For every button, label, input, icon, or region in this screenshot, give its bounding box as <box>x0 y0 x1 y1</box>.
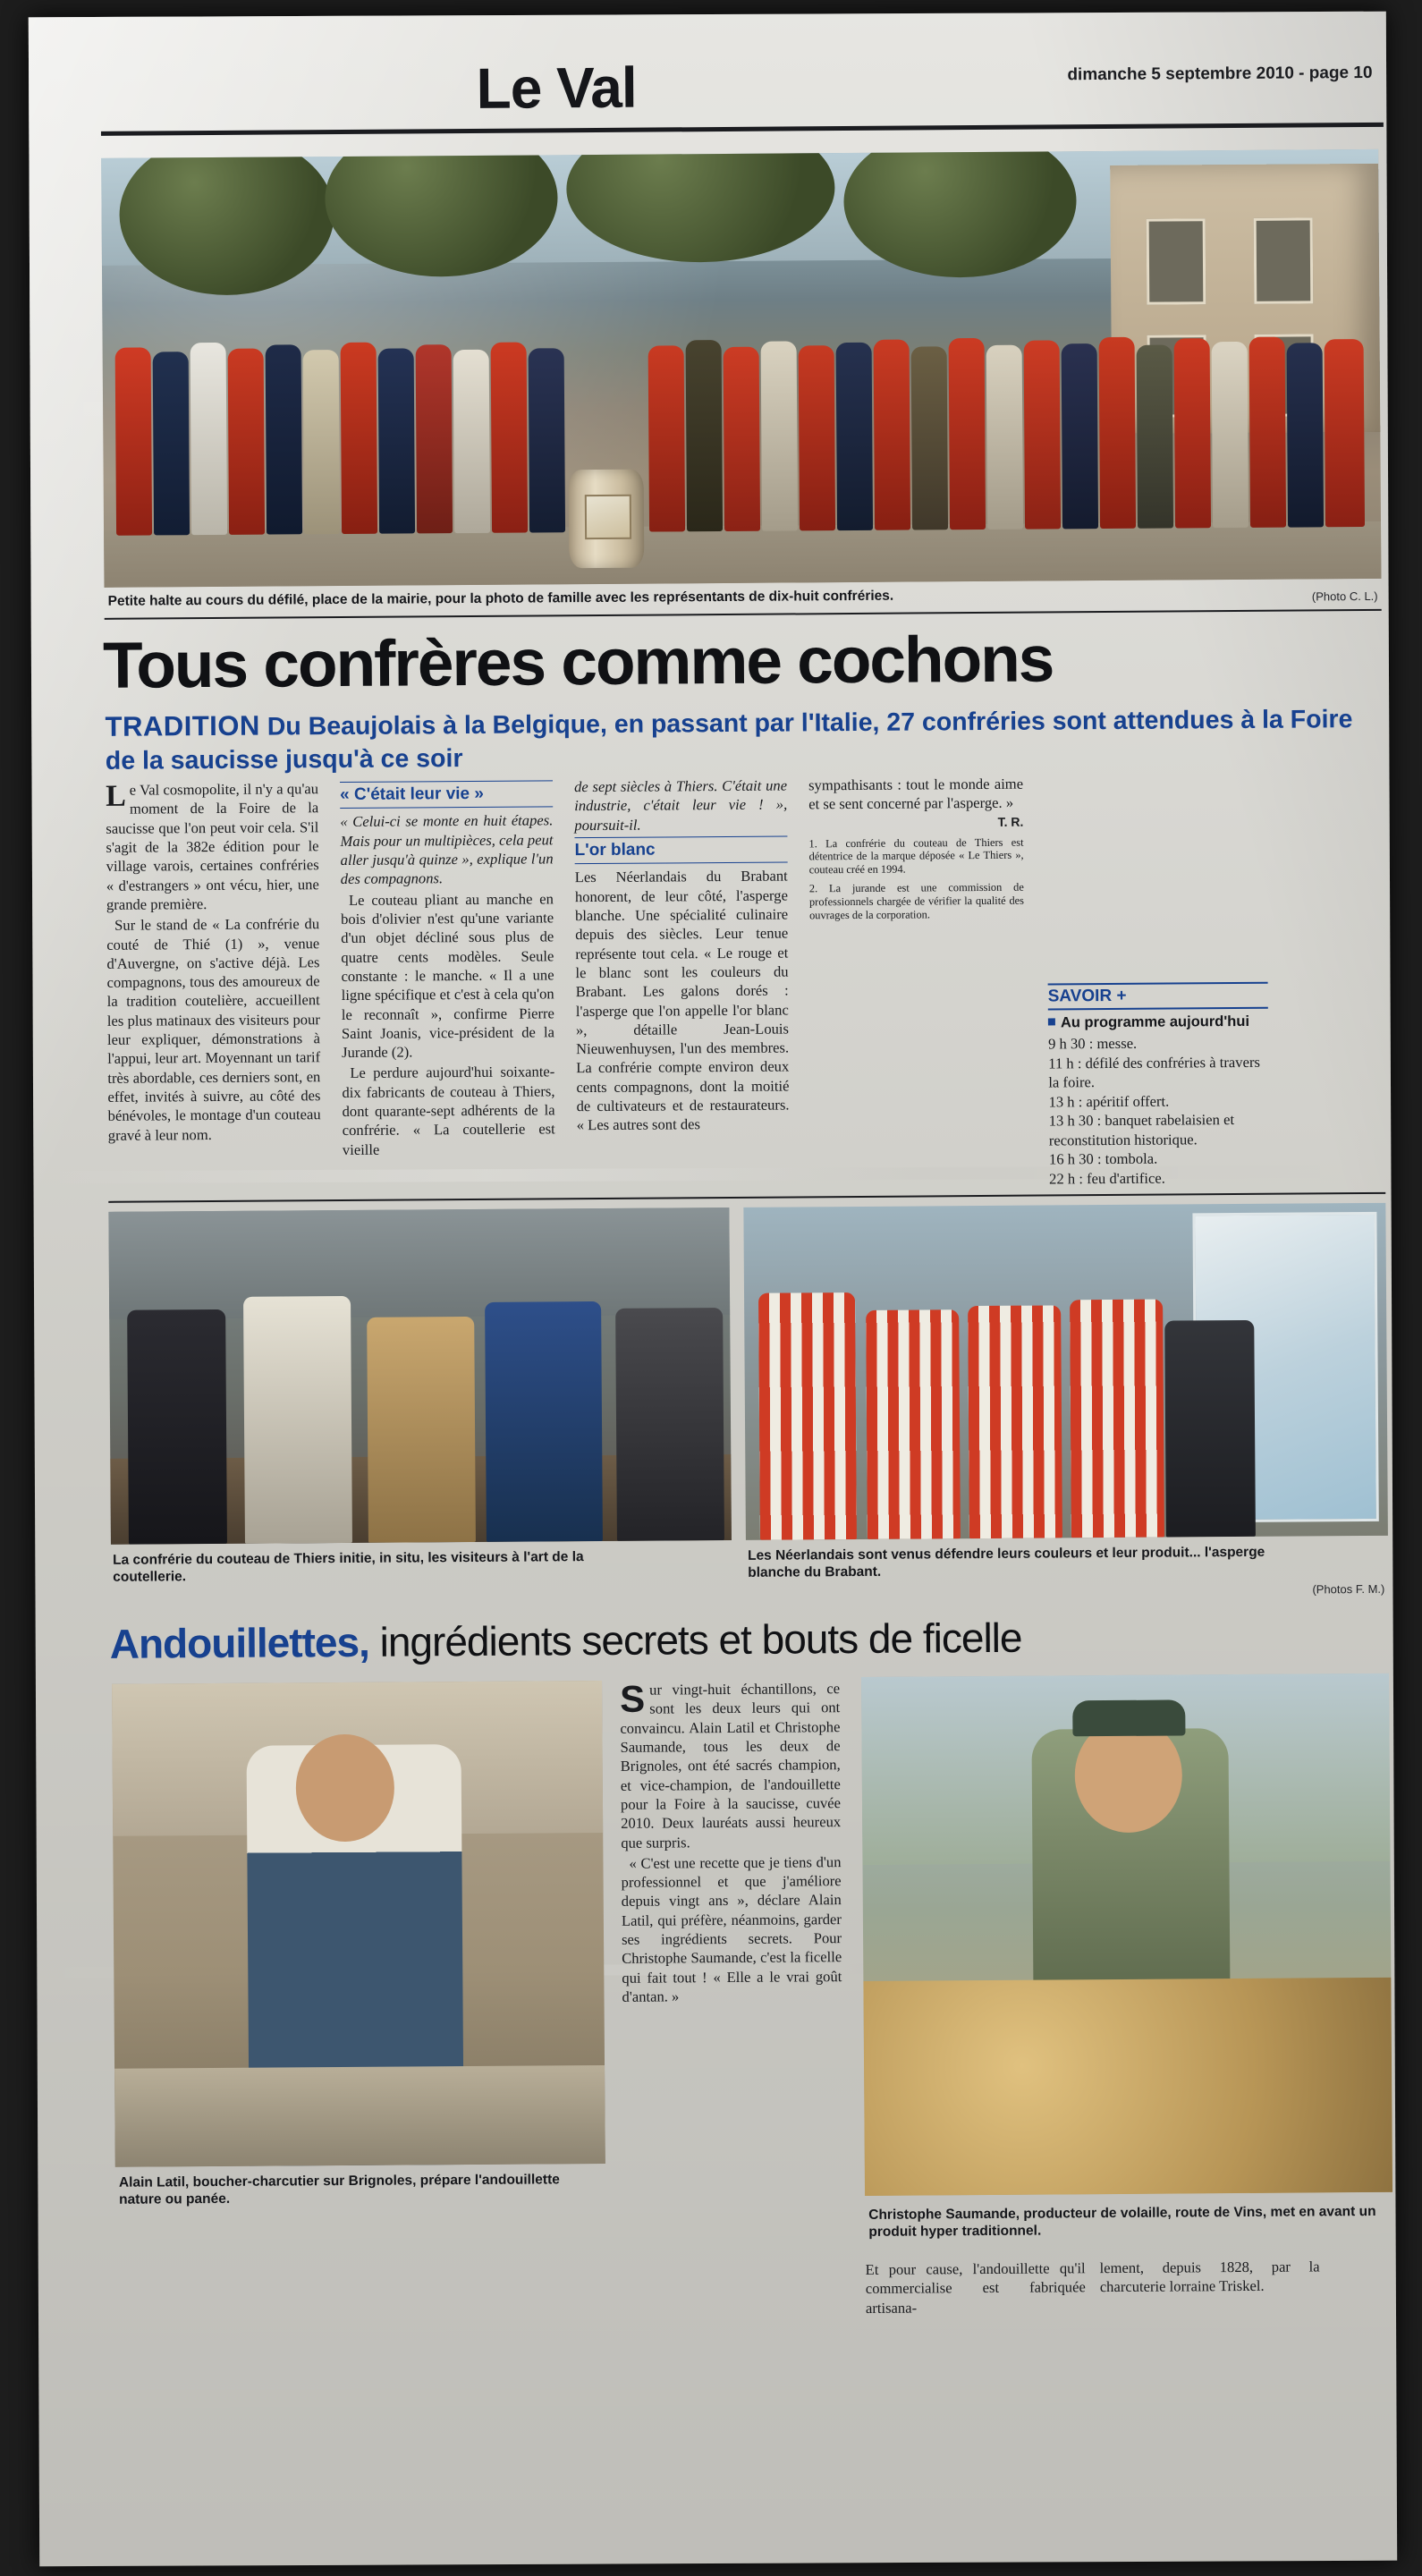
list-item: 13 h : apéritif offert. <box>1048 1092 1170 1111</box>
footnote-1: 1. La confrérie du couteau de Thiers est détentrice de la marque déposée « Le Thiers », couteau créé en 1994. <box>808 835 1024 877</box>
body-column-3 <box>574 776 790 1137</box>
main-photo-caption: Petite halte au cours du défilé, place de la mairie, pour la photo de famille avec les représentants de dix-huit confréries. <box>107 588 894 609</box>
paragraph: Les Néerlandais du Brabant honorent, de leur côté, l'asperge blanche. Une spécialité culinaire depuis des siècles. Leur tenue représente tout cela. « Le rouge et le blanc sont les couleurs du Brabant. Les galons dorés : l'asperge que l'on appelle l'or blanc », détaille Jean-Louis Nieuwenhuysen, l'un des membres. La confrérie compte environ deux cents compagnons, dont la moitié de cultivateurs et de restaurateurs. « Les autres sont des <box>574 867 790 1134</box>
separator-rule <box>108 1192 1385 1203</box>
author-signature: T. R. <box>997 814 1024 829</box>
barrel-label <box>585 495 631 539</box>
photo-person <box>866 1309 961 1539</box>
headline-2-black: ingrédients secrets et bouts de ficelle <box>368 1614 1022 1665</box>
photo-coutellerie-demo <box>108 1208 732 1545</box>
savoir-plus-box <box>1048 982 1270 1189</box>
paragraph: Sur le stand de « La confrérie du couté de Thié (1) », venue d'Auvergne, on s'active déjà. Les compagnons, tous des amoureux de la tradition coutelière, accueillent les plus matinaux des visiteurs pour leur expliquer, démonstrations à l'appui, leur art. Moyennant un tarif très abordable, ces derniers sont, en effet, invités à suivre, au côté des bénévoles, le montage d'un couteau gravé à leur nom. <box>106 915 321 1144</box>
page-title: Le Val <box>476 55 637 121</box>
photo-crowd <box>102 258 1381 536</box>
photo-alain-latil <box>112 1681 605 2167</box>
savoir-list <box>1048 1033 1269 1189</box>
photo-christophe-saumande <box>861 1674 1392 2196</box>
mid-photos-credit: (Photos F. M.) <box>1312 1581 1385 1597</box>
paragraph: « Celui-ci se monte en huit étapes. Mais pour un multipièces, cela peut aller jusqu'à quinze », explique l'un des compagnons. <box>340 811 554 888</box>
photo-person <box>1164 1320 1256 1538</box>
body-column-4 <box>808 775 1024 923</box>
article-standfirst-1 <box>105 700 1375 777</box>
mid-right-photo-caption: Les Néerlandais sont venus défendre leurs couleurs et leur produit... l'asperge blanche du Brabant. <box>748 1544 1265 1581</box>
standfirst-text: Du Beaujolais à la Belgique, en passant par l'Italie, 27 confréries sont attendues à la Foire de la saucisse jusqu'à ce soir <box>105 705 1353 775</box>
list-item: 13 h 30 : banquet rabelaisien et reconstitution historique. <box>1048 1111 1235 1149</box>
bottom-right-photo-caption: Christophe Saumande, producteur de volaille, route de Vins, met en avant un produit hyper traditionnel. <box>868 2203 1376 2241</box>
paragraph: « C'est une recette que je tiens d'un professionnel et que j'améliore depuis vingt ans », déclare Alain Latil, qui préfère, néanmoins, garder ses ingrédients secrets. Pour Christophe Saumande, c'est la ficelle qui fait tout ! « Elle a le vrai goût d'antan. » <box>621 1852 842 2005</box>
photo-person <box>127 1309 227 1545</box>
list-item: 22 h : feu d'artifice. <box>1049 1169 1165 1188</box>
edition-date: dimanche 5 septembre 2010 - page 10 <box>1067 63 1373 85</box>
article-2-column-1 <box>620 1679 842 2008</box>
paragraph: Le couteau pliant au manche en bois d'olivier n'est qu'une variante d'un objet décliné sous plus de quatre cents modèles. Seule constante : le manche. « Il a une ligne spécifique et c'est à cela qu'on le reconnaît », confirme Pierre Saint Joanis, vice-président de la Jurande (2). <box>341 889 555 1062</box>
photo-person <box>243 1296 352 1544</box>
main-photo-credit: (Photo C. L.) <box>1311 589 1378 604</box>
photo-face <box>295 1734 394 1843</box>
subheading-lor-blanc: L'or blanc <box>574 835 787 864</box>
photo-person <box>485 1301 603 1542</box>
savoir-title: SAVOIR + <box>1048 982 1268 1011</box>
body-column-2 <box>340 777 555 1161</box>
photo-wall <box>108 1208 730 1319</box>
paragraph: sympathisants : tout le monde aime et se sent concerné par l'asperge. » <box>808 775 1024 813</box>
list-item: 11 h : défilé des confréries à travers la foire. <box>1048 1053 1260 1091</box>
masthead-rule <box>101 123 1384 136</box>
subheading-cetait-leur-vie: « C'était leur vie » <box>340 780 553 809</box>
photo-counter <box>114 2065 605 2167</box>
headline-2-blue: Andouillettes, <box>109 1618 370 1667</box>
page-content <box>91 30 1406 2561</box>
savoir-lead: Au programme aujourd'hui <box>1048 1013 1268 1032</box>
photo-neerlandais-brabant <box>743 1203 1388 1540</box>
photo-barrel <box>569 470 645 569</box>
photo-person <box>1070 1300 1164 1538</box>
list-item: 16 h 30 : tombola. <box>1048 1150 1158 1168</box>
separator-rule <box>105 609 1382 620</box>
list-item: 9 h 30 : messe. <box>1048 1034 1138 1053</box>
photo-produce-display <box>863 1978 1392 2196</box>
body-column-1 <box>106 779 321 1147</box>
kicker-label: TRADITION <box>105 709 260 742</box>
mid-left-photo-caption: La confrérie du couteau de Thiers initie, in situ, les visiteurs à l'art de la coutellerie. <box>113 1549 584 1586</box>
photo-person <box>615 1308 724 1541</box>
bottom-left-photo-caption: Alain Latil, boucher-charcutier sur Brignoles, prépare l'andouillette nature ou panée. <box>118 2172 560 2208</box>
paragraph: Le Val cosmopolite, il n'y a qu'au moment de la Foire de la saucisse que l'on peut voir cela. S'il s'agit de la 382e édition pour le village varois, certaines confréries « d'estrangers » ont vécu, hier, une grande première. <box>105 779 319 913</box>
paragraph: Le perdure aujourd'hui soixante-dix fabricants de couteau à Thiers, dont quarante-sept adhérents de la confrérie. « La coutellerie est vieille <box>342 1063 555 1158</box>
paragraph: Sur vingt-huit échantillons, ce sont les deux leurs qui ont convaincu. Alain Latil et Christophe Saumande, tous les deux de Brignoles, ont été sacrés champion, et vice-champion, de l'andouillette pour la Foire à la saucisse, cuvée 2010. Deux lauréats aussi heureux que surpris. <box>620 1677 842 1852</box>
photo-person <box>367 1317 476 1543</box>
paragraph: Et pour cause, l'andouillette qu'il commercialise est fabriquée artisana- <box>865 2259 1086 2317</box>
bullet-square-icon <box>1048 1018 1055 1025</box>
footnote-2: 2. La jurande est une commission de professionnels chargée de vérifier la qualité des ouvrages de la corporation. <box>808 880 1025 922</box>
paper-sheet <box>29 12 1397 2567</box>
article-2-column-3 <box>1100 2257 1320 2298</box>
article-headline-2 <box>110 1611 1389 1668</box>
masthead <box>91 30 1389 135</box>
article-2-column-2 <box>866 2258 1086 2319</box>
paragraph: de sept siècles à Thiers. C'était une industrie, c'était leur vie ! », poursuit-il. <box>573 776 788 834</box>
photo-person <box>968 1305 1062 1538</box>
photo-confreries-group <box>101 149 1381 588</box>
paragraph: lement, depuis 1828, par la charcuterie lorraine Triskel. <box>1099 2258 1320 2296</box>
photo-person <box>758 1292 857 1540</box>
photo-cap <box>1072 1699 1185 1736</box>
article-headline-1: Tous confrères comme cochons <box>102 623 1054 702</box>
